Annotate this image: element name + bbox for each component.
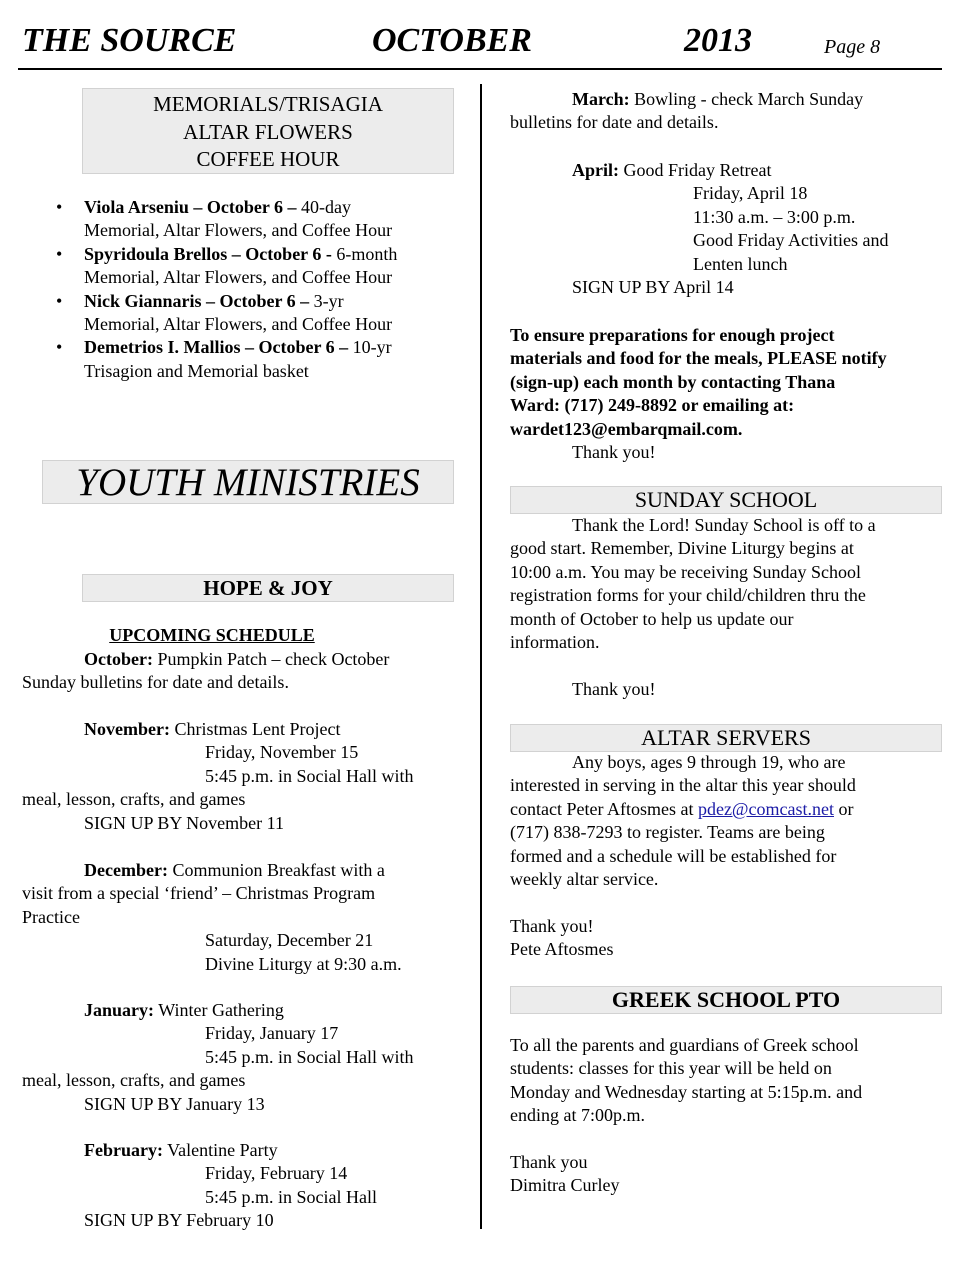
signup-deadline: SIGN UP BY January 13 [84, 1093, 265, 1114]
notice-line: To ensure preparations for enough project [510, 325, 835, 345]
body-line: interested in serving in the altar this year should [510, 775, 856, 796]
event-date: Friday, April 18 [693, 183, 808, 204]
altar-servers-heading: ALTAR SERVERS [510, 724, 942, 752]
memorials-heading-line: COFFEE HOUR [196, 147, 340, 171]
youth-ministries-heading: YOUTH MINISTRIES [42, 460, 454, 504]
body-line: contact Peter Aftosmes at [510, 798, 698, 819]
memorial-type: 10-yr [348, 337, 392, 358]
memorial-detail: Memorial, Altar Flowers, and Coffee Hour [84, 314, 393, 335]
signature: Pete Aftosmes [510, 939, 614, 960]
memorials-heading [82, 88, 454, 174]
body-line: month of October to help us update our [510, 608, 794, 629]
schedule-title: UPCOMING SCHEDULE [109, 625, 315, 645]
memorial-name-date: Nick Giannaris – October 6 – [84, 290, 310, 311]
event-text: Winter Gathering [154, 1000, 284, 1020]
schedule-april [510, 159, 945, 299]
schedule-march [510, 88, 945, 135]
memorial-item [22, 336, 462, 383]
event-text: Christmas Lent Project [169, 719, 341, 739]
memorial-name-date: Viola Arseniu – October 6 – [84, 197, 297, 217]
body-line: ending at 7:00p.m. [510, 1105, 645, 1126]
body-line: weekly altar service. [510, 869, 659, 890]
notice-line: wardet123@embarqmail.com. [510, 418, 743, 439]
memorial-item [22, 290, 462, 337]
month-label: November: [84, 719, 170, 739]
event-text: Good Friday Activities and [693, 230, 889, 251]
event-text: meal, lesson, crafts, and games [22, 789, 246, 810]
issue-month: OCTOBER [372, 22, 532, 59]
memorials-list [22, 196, 462, 383]
event-text: Good Friday Retreat [619, 160, 772, 180]
event-text: Communion Breakfast with a [167, 860, 385, 880]
memorial-item [22, 243, 462, 290]
event-time: 5:45 p.m. in Social Hall with [205, 1046, 414, 1067]
memorial-type: 6-month [331, 243, 398, 264]
header-rule [18, 68, 942, 70]
event-text: visit from a special ‘friend’ – Christmas Program [22, 883, 376, 904]
page-header [22, 22, 940, 66]
memorial-item [22, 196, 462, 243]
signup-deadline: SIGN UP BY February 10 [84, 1210, 274, 1231]
thank-you-text: Thank you! [572, 678, 656, 699]
body-line: formed and a schedule will be established for [510, 845, 837, 866]
schedule-december [22, 859, 462, 976]
event-text: Lenten lunch [693, 253, 788, 274]
bullet-icon: • [56, 243, 63, 264]
body-line: Monday and Wednesday starting at 5:15p.m. and [510, 1081, 863, 1102]
event-time: 11:30 a.m. – 3:00 p.m. [693, 206, 856, 227]
memorials-heading-line: ALTAR FLOWERS [183, 119, 353, 144]
bullet-icon: • [56, 337, 63, 358]
memorial-detail: Memorial, Altar Flowers, and Coffee Hour [84, 267, 393, 288]
event-text: meal, lesson, crafts, and games [22, 1070, 246, 1091]
notice-line: Ward: (717) 249-8892 or emailing at: [510, 395, 795, 416]
event-text: bulletins for date and details. [510, 112, 719, 133]
newsletter-title: THE SOURCE [22, 22, 237, 59]
memorial-name-date: Spyridoula Brellos – October 6 - [84, 243, 332, 264]
sunday-school-heading: SUNDAY SCHOOL [510, 486, 942, 514]
schedule-october [22, 648, 462, 695]
email-link[interactable]: pdez@comcast.net [697, 798, 834, 819]
event-text: Practice [22, 906, 80, 927]
greek-school-body [510, 1034, 945, 1198]
event-text: Pumpkin Patch – check October [152, 649, 390, 669]
bullet-icon: • [56, 197, 63, 217]
month-label: March: [572, 89, 630, 109]
month-label: January: [84, 1000, 155, 1020]
event-text: Valentine Party [162, 1140, 278, 1160]
memorial-type: 3-yr [309, 290, 344, 311]
event-text: Bowling - check March Sunday [629, 89, 864, 109]
schedule-february [22, 1139, 462, 1233]
signup-notice [510, 324, 945, 464]
page-number: Page 8 [824, 36, 881, 58]
greek-school-heading: GREEK SCHOOL PTO [510, 986, 942, 1014]
bullet-icon: • [56, 290, 63, 311]
month-label: February: [84, 1140, 163, 1160]
memorials-heading-line: MEMORIALS/TRISAGIA [153, 92, 383, 116]
thank-you-text: Thank you! [510, 915, 594, 936]
event-time: 5:45 p.m. in Social Hall with [205, 765, 414, 786]
event-text: Sunday bulletins for date and details. [22, 672, 289, 693]
body-line: students: classes for this year will be held on [510, 1058, 832, 1079]
signature: Dimitra Curley [510, 1175, 620, 1196]
hope-joy-heading: HOPE & JOY [82, 574, 454, 602]
notice-line: (sign-up) each month by contacting Thana [510, 371, 836, 392]
event-time: Divine Liturgy at 9:30 a.m. [205, 953, 402, 974]
memorial-name-date: Demetrios I. Mallios – October 6 – [84, 337, 349, 358]
signup-deadline: SIGN UP BY April 14 [572, 277, 734, 298]
memorial-detail: Memorial, Altar Flowers, and Coffee Hour [84, 220, 393, 241]
thank-you-text: Thank you [510, 1152, 588, 1173]
issue-year: 2013 [684, 22, 752, 59]
body-line: Thank the Lord! Sunday School is off to a [572, 515, 876, 535]
body-line: registration forms for your child/children thru the [510, 585, 866, 606]
memorial-detail: Trisagion and Memorial basket [84, 360, 309, 381]
body-line: To all the parents and guardians of Greek school [510, 1035, 859, 1055]
altar-servers-body [510, 751, 945, 962]
thank-you-text: Thank you! [572, 442, 656, 463]
body-line: (717) 838-7293 to register. Teams are being [510, 822, 825, 843]
event-time: 5:45 p.m. in Social Hall [205, 1186, 377, 1207]
notice-line: materials and food for the meals, PLEASE notify [510, 348, 887, 369]
signup-deadline: SIGN UP BY November 11 [84, 812, 284, 833]
month-label: December: [84, 860, 168, 880]
body-line: information. [510, 632, 600, 653]
month-label: October: [84, 649, 153, 669]
sunday-school-body [510, 514, 945, 701]
body-line: 10:00 a.m. You may be receiving Sunday School [510, 561, 861, 582]
memorial-type: 40-day [296, 197, 351, 217]
month-label: April: [572, 160, 619, 180]
schedule-january [22, 999, 462, 1116]
column-divider [480, 84, 482, 1229]
body-line: or [833, 798, 854, 819]
body-line: Any boys, ages 9 through 19, who are [572, 752, 846, 772]
body-line: good start. Remember, Divine Liturgy begins at [510, 538, 854, 559]
schedule-november [22, 718, 462, 835]
event-date: Saturday, December 21 [205, 930, 374, 951]
event-date: Friday, November 15 [205, 742, 359, 763]
event-date: Friday, February 14 [205, 1163, 348, 1184]
event-date: Friday, January 17 [205, 1023, 339, 1044]
